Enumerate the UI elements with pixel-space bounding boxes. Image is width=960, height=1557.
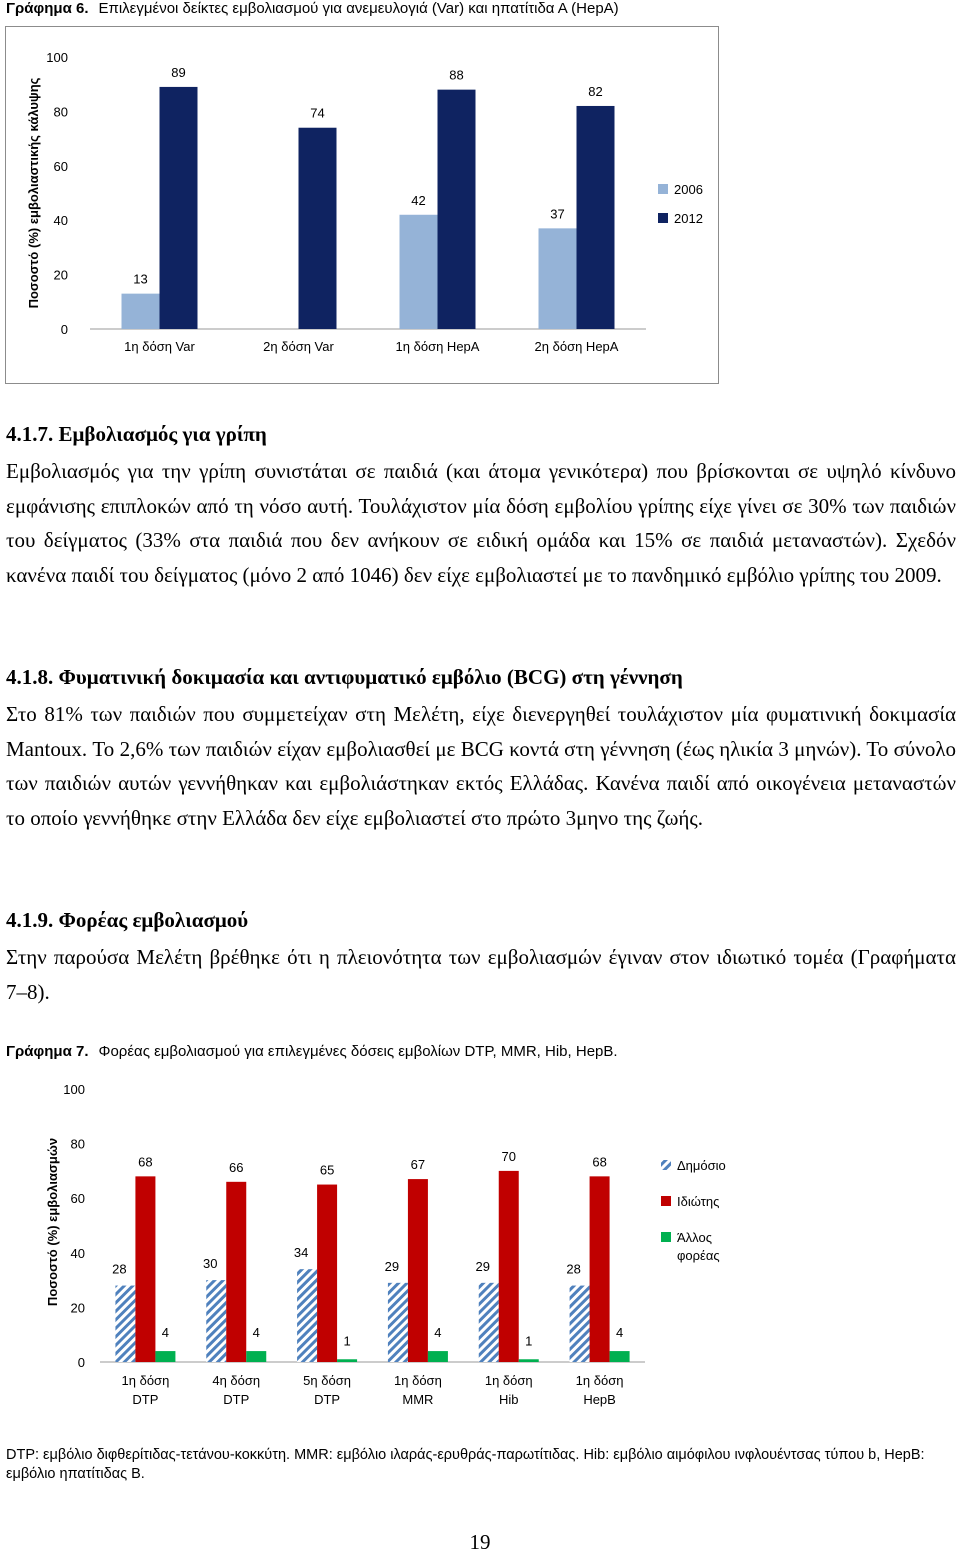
- chart2-bar: [297, 1269, 317, 1362]
- chart2-data-label: 30: [203, 1256, 218, 1272]
- chart1-data-label: 13: [133, 271, 148, 287]
- chart1-y-tick-label: 40: [53, 213, 68, 229]
- chart2-data-label: 70: [501, 1148, 516, 1164]
- figure7-caption: [6, 1043, 618, 1060]
- chart2-y-tick-label: 0: [77, 1355, 85, 1370]
- chart1-y-tick-label: 0: [60, 322, 68, 337]
- chart1-legend-swatch: [658, 184, 668, 194]
- chart2-y-tick-label: 60: [70, 1191, 85, 1207]
- chart2-x-tick-label: MMR: [402, 1392, 434, 1407]
- chart2-data-label: 29: [475, 1258, 490, 1274]
- chart2-x-tick-label: DTP: [132, 1392, 159, 1407]
- chart2-data-label: 29: [384, 1258, 400, 1274]
- chart2-x-tick-label: DTP: [314, 1392, 341, 1407]
- chart2-y-axis-label: Ποσοστό (%) εμβολιασμών: [45, 1137, 60, 1307]
- chart2-data-label: 4: [252, 1325, 260, 1341]
- chart2-data-label: 28: [566, 1261, 581, 1277]
- heading-4-1-8: 4.1.8. Φυματινική δοκιμασία και αντιφυματικό εμβόλιο (BCG) στη γέννηση: [6, 665, 683, 689]
- chart2-bar: [610, 1351, 630, 1362]
- chart1-bar-2012: [160, 87, 198, 329]
- chart1-svg: [6, 27, 718, 383]
- chart2-legend-label: Δημόσιο: [677, 1158, 726, 1173]
- chart2-bar: [317, 1185, 337, 1362]
- chart2-bar: [155, 1351, 175, 1362]
- chart1-bar-2006: [539, 228, 577, 329]
- chart2-data-label: 68: [592, 1154, 607, 1170]
- chart2-bar: [135, 1176, 155, 1362]
- figure7-label: Γράφημα 7.: [6, 1043, 89, 1060]
- chart2-bar: [428, 1351, 448, 1362]
- chart2-legend-label: Ιδιώτης: [677, 1194, 720, 1209]
- chart-vaccination-provider: [5, 1072, 951, 1432]
- chart1-x-tick-label: 1η δόση Var: [124, 339, 195, 354]
- chart1-x-tick-label: 1η δόση HepA: [395, 339, 480, 354]
- chart1-y-tick-label: 60: [53, 158, 68, 174]
- paragraph-4-1-9: Στην παρούσα Μελέτη βρέθηκε ότι η πλειονότητα των εμβολιασμών έγιναν στον ιδιωτικό τομέα (Γραφήματα 7–8).: [6, 945, 956, 1004]
- chart2-bar: [519, 1359, 539, 1362]
- chart2-bar: [479, 1283, 499, 1362]
- chart2-bar: [337, 1359, 357, 1362]
- chart2-x-tick-label: 5η δόση: [303, 1373, 351, 1388]
- chart1-bar-2012: [438, 90, 476, 329]
- chart2-data-label: 4: [161, 1325, 170, 1341]
- chart2-x-tick-label: 1η δόση: [394, 1373, 442, 1388]
- chart2-legend-swatch: [661, 1232, 671, 1242]
- chart2-bar: [388, 1283, 408, 1362]
- chart1-x-tick-label: 2η δόση HepA: [534, 339, 619, 354]
- chart2-x-tick-label: HepB: [583, 1392, 616, 1407]
- abbreviations-note: DTP: εμβόλιο διφθερίτιδας-τετάνου-κοκκύτη. MMR: εμβόλιο ιλαράς-ερυθράς-παρωτίτιδας. Hib: εμβόλιο αιμόφιλου ινφλουέντσας τύπου b, HepB: εμβόλιο ηπατίτιδας B.: [6, 1447, 925, 1482]
- chart2-y-tick-label: 80: [70, 1136, 85, 1152]
- chart1-bar-2006: [400, 215, 438, 329]
- chart2-data-label: 67: [410, 1157, 426, 1173]
- chart2-x-tick-label: 1η δόση: [575, 1373, 624, 1388]
- chart2-data-label: 68: [138, 1154, 153, 1170]
- chart2-data-label: 65: [319, 1162, 335, 1178]
- chart1-data-label: 37: [550, 206, 565, 222]
- figure6-caption: [6, 0, 619, 17]
- chart2-y-tick-label: 40: [70, 1245, 85, 1261]
- chart2-x-tick-label: 4η δόση: [212, 1373, 261, 1388]
- paragraph-4-1-8: Στο 81% των παιδιών που συμμετείχαν στη Μελέτη, είχε διενεργηθεί τουλάχιστον μία φυματινική δοκιμασία Mantoux. Το 2,6% των παιδιών είχαν εμβολιασθεί με BCG κοντά στη γέννηση (έως ηλικία 3 μηνών). Το σύνολο των παιδιών αυτών γεννήθηκαν και εμβολιάστηκαν εκτός Ελλάδας. Κανένα παιδί από οικογένεια μεταναστών το οποίο γεννήθηκε στην Ελλάδα δεν είχε εμβολιαστεί στο πρώτο 3μηνο της ζωής.: [6, 702, 956, 830]
- chart2-y-tick-label: 20: [70, 1300, 85, 1316]
- chart1-bar-2012: [577, 106, 615, 329]
- chart1-x-tick-label: 2η δόση Var: [263, 339, 334, 354]
- chart2-data-label: 66: [229, 1159, 244, 1175]
- chart2-data-label: 4: [615, 1325, 624, 1341]
- chart2-bar: [246, 1351, 266, 1362]
- chart1-y-tick-label: 20: [53, 267, 68, 283]
- chart2-x-tick-label: Hib: [498, 1392, 519, 1407]
- chart2-data-label: 1: [343, 1333, 351, 1349]
- chart1-legend-label: 2012: [674, 211, 703, 226]
- chart2-bar: [408, 1179, 428, 1362]
- chart2-legend-swatch: [661, 1160, 671, 1170]
- chart2-bar: [590, 1176, 610, 1362]
- figure6-label: Γράφημα 6.: [6, 0, 89, 17]
- chart2-x-tick-label: 1η δόση: [484, 1373, 533, 1388]
- chart1-data-label: 89: [171, 64, 186, 80]
- chart2-legend-label: Άλλος: [677, 1230, 712, 1245]
- chart1-legend-label: 2006: [674, 182, 703, 197]
- chart2-bar: [206, 1280, 226, 1362]
- chart1-data-label: 88: [449, 67, 464, 83]
- heading-4-1-9: 4.1.9. Φορέας εμβολιασμού: [6, 908, 249, 932]
- chart1-data-label: 42: [411, 192, 426, 208]
- paragraph-4-1-7: Εμβολιασμός για την γρίπη συνιστάται σε παιδιά (και άτομα γενικότερα) που βρίσκονται σε υψηλό κίνδυνο εμφάνισης επιπλοκών από τη νόσο αυτή. Τουλάχιστον μία δόση εμβολίου γρίπης είχε γίνει σε 30% των παιδιών του δείγματος (33% στα παιδιά που δεν ανήκουν σε ειδική ομάδα και 15% σε παιδιά μεταναστών). Σχεδόν κανένα παιδί του δείγματος (μόνο 2 από 1046) δεν είχε εμβολιαστεί με το πανδημικό εμβόλιο γρίπης του 2009.: [6, 459, 956, 587]
- chart1-data-label: 74: [310, 105, 325, 121]
- chart2-bar: [115, 1286, 135, 1362]
- chart2-bar: [226, 1182, 246, 1362]
- chart2-x-tick-label: 1η δόση: [121, 1373, 170, 1388]
- chart2-data-label: 4: [434, 1325, 442, 1341]
- chart2-legend-label: φορέας: [677, 1248, 720, 1263]
- figure6-caption-text: Επιλεγμένοι δείκτες εμβολιασμού για ανεμευλογιά (Var) και ηπατίτιδα Α (HepA): [98, 0, 619, 17]
- chart1-bar-2012: [299, 128, 337, 329]
- page-number: 19: [469, 1530, 491, 1554]
- chart2-data-label: 34: [293, 1245, 309, 1261]
- chart1-legend-swatch: [658, 213, 668, 223]
- chart2-data-label: 28: [112, 1261, 127, 1277]
- chart1-bar-2006: [122, 294, 160, 329]
- chart2-bar: [499, 1171, 519, 1362]
- chart2-bar: [570, 1286, 590, 1362]
- chart2-x-tick-label: DTP: [223, 1392, 250, 1407]
- chart2-data-label: 1: [525, 1333, 533, 1349]
- chart1-y-tick-label: 100: [46, 50, 68, 65]
- heading-4-1-7: 4.1.7. Εμβολιασμός για γρίπη: [6, 422, 267, 446]
- chart2-y-tick-label: 100: [63, 1082, 85, 1097]
- figure7-caption-text: Φορέας εμβολιασμού για επιλεγμένες δόσεις εμβολίων DTP, MMR, Hib, HepB.: [98, 1043, 618, 1060]
- chart1-y-tick-label: 80: [53, 104, 68, 120]
- chart2-svg: [5, 1072, 951, 1432]
- chart1-y-axis-label: Ποσοστό (%) εμβολιαστικής κάλυψης: [26, 77, 41, 309]
- chart2-legend-swatch: [661, 1196, 671, 1206]
- chart-vaccination-var-hepa: [5, 26, 719, 384]
- chart1-data-label: 82: [588, 83, 603, 99]
